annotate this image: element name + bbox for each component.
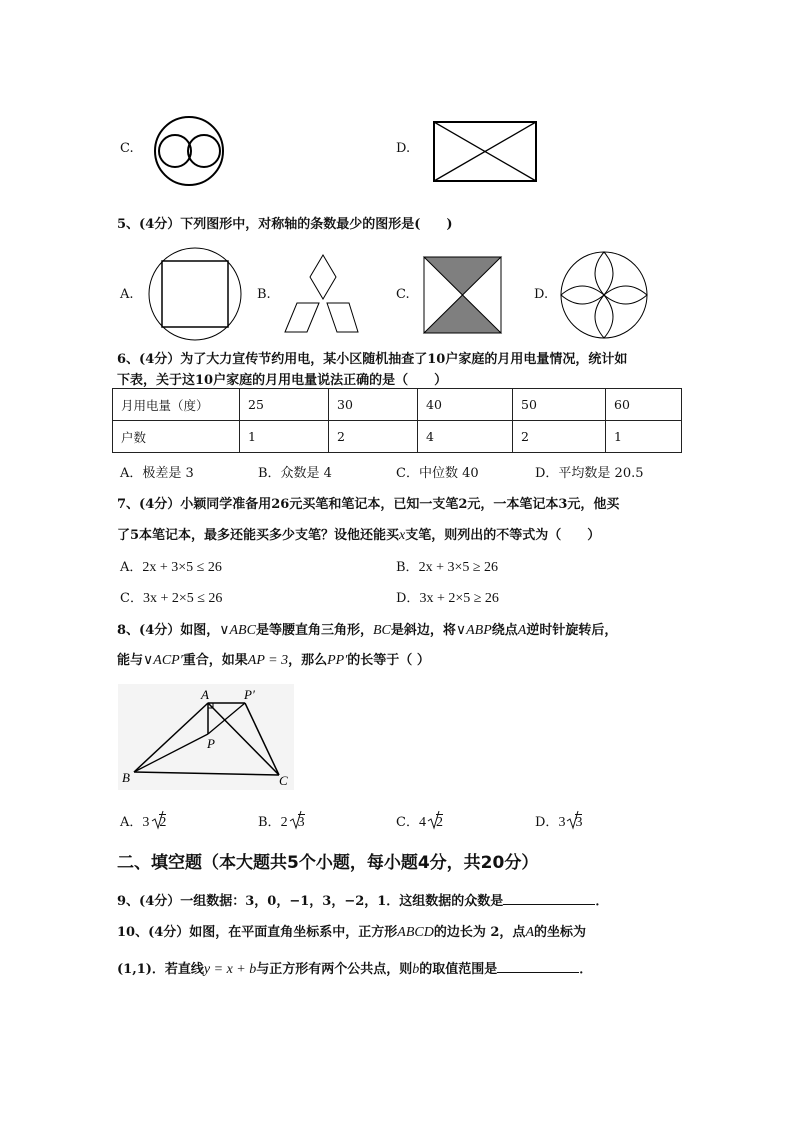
- q4-option-c-figure: [150, 115, 230, 187]
- q8-stem-line1: [117, 619, 617, 639]
- q8-text: 的长等于（ ）: [347, 653, 430, 668]
- q9-stem: [117, 890, 608, 909]
- section-title: 二、填空题（本大题共5个小题，每小题4分，共20分）: [117, 853, 539, 873]
- q8-fig-label-a: A: [201, 687, 209, 702]
- q7-stem-line2-end: 支笔，则列出的不等式为（ ）: [405, 528, 601, 543]
- q6-stem-line1: 6、(4分）为了大力宣传节约用电，某小区随机抽查了10户家庭的月用电量情况，统计如: [117, 352, 628, 367]
- q4-option-d-label: D.: [396, 141, 411, 156]
- q7-option-b-expr: 2x + 3×5 ≥ 26: [418, 560, 499, 575]
- q8-pp: PP′: [327, 653, 348, 668]
- q8-text: 8、(4分）如图，: [117, 623, 220, 638]
- q10-line-eq: y = x + b: [203, 962, 257, 977]
- q8-tri3: ∨ACP′: [143, 653, 183, 668]
- q7-stem-line1: 7、(4分）小颖同学准备用26元买笔和笔记本，已知一支笔2元，一本笔记本3元，他买: [117, 497, 620, 512]
- table-cell: 25: [240, 389, 329, 421]
- q8-ap: AP = 3: [247, 653, 289, 668]
- q7-option-a: [120, 556, 222, 576]
- q6-option-b: B．众数是 4: [258, 466, 332, 481]
- answer-blank[interactable]: [503, 904, 595, 905]
- radical-icon: [567, 809, 579, 831]
- table-cell: 40: [418, 389, 513, 421]
- q10-text: (1,1)．若直线: [117, 962, 204, 977]
- q8-text: 是等腰直角三角形，: [255, 623, 373, 638]
- q6-option-a: A．极差是 3: [120, 466, 194, 481]
- q9-end: ．: [595, 894, 609, 909]
- q8-option-b-coef: 2: [280, 815, 288, 830]
- q8-option-b-radicand: 3: [297, 815, 305, 830]
- q10-pt-a: A: [525, 925, 534, 940]
- table-cell: 4: [418, 421, 513, 453]
- q8-option-a-label: A．: [120, 815, 143, 830]
- q9-text: 9、(4分）一组数据：3，0，−1，3，−2，1．这组数据的众数是: [117, 894, 504, 909]
- q6-option-d: D．平均数是 20.5: [535, 466, 644, 481]
- q4-option-c-label: C.: [120, 141, 134, 156]
- q6-table: [112, 388, 682, 453]
- q8-figure: [118, 684, 298, 794]
- radical-icon: [290, 809, 302, 831]
- q8-option-a-coef: 3: [142, 815, 150, 830]
- q7-option-c: [120, 587, 222, 607]
- q5-option-d-label: D.: [534, 287, 549, 302]
- q7-option-a-expr: 2x + 3×5 ≤ 26: [142, 560, 222, 575]
- q10-text: 与正方形有两个公共点，则: [256, 962, 413, 977]
- q6-option-c: C．中位数 40: [396, 466, 479, 481]
- q6-stem-line2: 下表，关于这10户家庭的月用电量说法正确的是（ ）: [117, 373, 448, 388]
- q8-text: 绕点: [491, 623, 518, 638]
- q8-text: 能与: [117, 653, 144, 668]
- q8-text: ，那么: [288, 653, 328, 668]
- q7-option-c-label: C．: [120, 591, 143, 606]
- q5-option-c-label: C.: [396, 287, 410, 302]
- q8-bc: BC: [372, 623, 391, 638]
- table-cell: 月用电量（度）: [113, 389, 240, 421]
- q8-option-a-radicand: 2: [159, 815, 167, 830]
- table-cell: 1: [606, 421, 682, 453]
- table-row: [113, 389, 682, 421]
- q7-var-x: x: [399, 528, 406, 543]
- q4-option-d-figure: [433, 121, 537, 183]
- q7-option-d: [396, 587, 499, 607]
- q8-option-d-radicand: 3: [575, 815, 583, 830]
- radical-icon: [152, 809, 167, 831]
- table-cell: 户数: [113, 421, 240, 453]
- q7-option-d-label: D．: [396, 591, 420, 606]
- table-cell: 2: [513, 421, 606, 453]
- q5-option-c-figure: [423, 256, 503, 334]
- q8-text: 是斜边，将: [390, 623, 456, 638]
- table-cell: 2: [329, 421, 418, 453]
- q10-b: b: [412, 962, 420, 977]
- q8-fig-label-p: P: [207, 736, 215, 751]
- q8-stem-line2: [117, 649, 430, 669]
- q8-fig-label-p1: P′: [244, 687, 255, 702]
- q5-option-d-figure: [560, 251, 650, 339]
- q10-text: 的坐标为: [534, 925, 587, 940]
- q7-option-d-expr: 3x + 2×5 ≥ 26: [419, 591, 499, 606]
- q8-text: 重合，如果: [182, 653, 248, 668]
- q5-option-a-figure: [145, 248, 245, 340]
- table-row: [113, 421, 682, 453]
- q10-line2: [117, 958, 592, 978]
- q8-tri2: ∨ABP: [455, 623, 492, 638]
- q10-end: ．: [579, 962, 593, 977]
- table-cell: 60: [606, 389, 682, 421]
- table-cell: 1: [240, 421, 329, 453]
- q5-stem: 5、(4分）下列图形中，对称轴的条数最少的图形是( ): [117, 217, 453, 232]
- q8-pt-a: A: [517, 623, 527, 638]
- table-cell: 30: [329, 389, 418, 421]
- q5-option-b-label: B.: [257, 287, 271, 302]
- q7-option-c-expr: 3x + 2×5 ≤ 26: [142, 591, 223, 606]
- q8-fig-label-b: B: [122, 770, 130, 785]
- q7-stem-line2: [117, 524, 600, 544]
- q8-option-c-coef: 4: [418, 815, 426, 830]
- q10-line1: [117, 921, 586, 941]
- answer-blank[interactable]: [497, 972, 579, 973]
- q7-option-a-label: A．: [120, 560, 143, 575]
- q8-option-d-label: D．: [535, 815, 559, 830]
- table-cell: 50: [513, 389, 606, 421]
- q8-tri1: ∨ABC: [219, 623, 256, 638]
- q8-option-c-label: C．: [396, 815, 419, 830]
- q10-text: 的取值范围是: [419, 962, 498, 977]
- q8-option-c-radicand: 2: [435, 815, 443, 830]
- q5-option-a-label: A.: [120, 287, 134, 302]
- q8-fig-label-c: C: [279, 773, 288, 788]
- q7-stem-line2-text: 了5本笔记本，最多还能买多少支笔？设他还能买: [117, 528, 400, 543]
- q8-option-d-coef: 3: [558, 815, 566, 830]
- q8-text: 逆时针旋转后，: [526, 623, 618, 638]
- q8-option-b-label: B．: [258, 815, 281, 830]
- q7-option-b: [396, 556, 498, 576]
- q10-abcd: ABCD: [397, 925, 434, 940]
- q5-option-b-figure: [282, 254, 362, 334]
- q10-text: 的边长为 2，点: [433, 925, 526, 940]
- radical-icon: [428, 809, 440, 831]
- q10-text: 10、(4分）如图，在平面直角坐标系中，正方形: [117, 925, 398, 940]
- q7-option-b-label: B．: [396, 560, 419, 575]
